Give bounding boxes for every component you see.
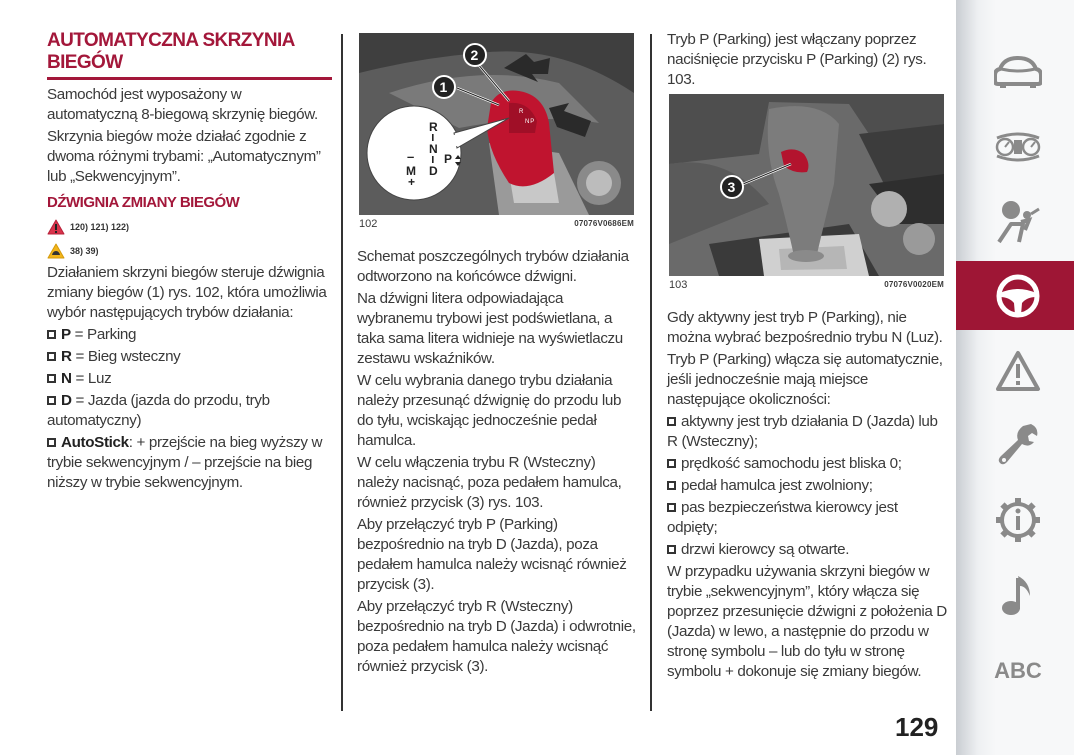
condition-item: pedał hamulca jest zwolniony; <box>667 476 949 496</box>
paragraph: W przypadku używania skrzyni biegów w trybie „sekwencyjnym”, który włącza się poprzez przesunięcie dźwigni z położenia D (Jazda) w lewo, a następnie do przodu w stronę symbolu – lub do tyłu w stronę symbolu + dokonuje się zmiany biegów. <box>667 563 947 680</box>
figure-code: 07076V0020EM <box>884 280 944 289</box>
column-divider-left <box>341 34 343 711</box>
inset-label-n: N <box>429 142 438 156</box>
inset-label-p: P <box>444 152 452 166</box>
mode-item-d: D = Jazda (jazda do przodu, tryb automatyczny) <box>47 392 270 429</box>
caution-triangle-yellow-icon <box>47 243 65 259</box>
warning-ref-row <box>47 215 332 239</box>
bullet-box-icon <box>47 438 56 447</box>
svg-text:N P: N P <box>525 119 534 125</box>
paragraph: Skrzynia biegów może działać zgodnie z dwoma różnymi trybami: „Automatycznym” lub „Sekwencyjnym”. <box>47 128 321 185</box>
gear-lever-button-photo <box>669 94 944 276</box>
callout-2: 2 <box>470 47 478 63</box>
sidebar-item-multimedia[interactable] <box>956 560 1074 629</box>
inset-label-m: M <box>406 164 416 178</box>
bullet-box-icon <box>47 352 56 361</box>
sidebar-item-technical[interactable] <box>956 485 1074 554</box>
inset-label-plus: + <box>408 175 415 189</box>
inset-separator <box>432 156 434 163</box>
column-divider-right <box>650 34 652 711</box>
bullet-box-icon <box>667 545 676 554</box>
warning-triangle-icon <box>995 350 1041 392</box>
callout-1: 1 <box>439 79 447 95</box>
paragraph: W celu włączenia trybu R (Wsteczny) należy nacisnąć, poza pedałem hamulca, również przycisk (3) rys. 103. <box>357 454 622 511</box>
column-2 <box>357 33 639 679</box>
paragraph: Samochód jest wyposażony w automatyczną 8-biegową skrzynię biegów. <box>47 86 318 123</box>
figure-code: 07076V0686EM <box>574 219 634 228</box>
inset-label-d: D <box>429 164 438 178</box>
gear-lever-illustration <box>359 33 634 215</box>
bullet-box-icon <box>667 481 676 490</box>
bullet-box-icon <box>667 459 676 468</box>
sidebar-item-index[interactable] <box>956 636 1074 705</box>
warning-refs[interactable]: 120) 121) 122) <box>70 222 130 232</box>
mode-item-p: P = Parking <box>47 325 332 345</box>
chapter-sidebar <box>956 0 1074 755</box>
paragraph: Tryb P (Parking) włącza się automatycznie, jeśli jednocześnie mają miejsce następujące okoliczności: <box>667 351 943 408</box>
paragraph: Gdy aktywny jest tryb P (Parking), nie można wybrać bezpośrednio trybu N (Luz). <box>667 309 943 346</box>
airbag-seat-icon <box>995 198 1041 244</box>
dashboard-gauges-icon <box>993 132 1043 162</box>
page-number: 129 <box>895 712 939 742</box>
bullet-box-icon <box>667 417 676 426</box>
caution-refs[interactable]: 38) 39) <box>70 246 99 256</box>
section-title: AUTOMATYCZNA SKRZYNIA BIEGÓW <box>47 30 332 80</box>
figure-102 <box>359 33 634 231</box>
gear-lever-photo <box>359 33 634 215</box>
paragraph: Tryb P (Parking) jest włączany poprzez naciśnięcie przycisku P (Parking) (2) rys. 103. <box>667 31 927 88</box>
paragraph: W celu wybrania danego trybu działania należy przesunąć dźwignię do przodu lub do tyłu, wciskając jednocześnie pedał hamulca. <box>357 372 622 449</box>
paragraph: Schemat poszczególnych trybów działania odtworzono na końcówce dźwigni. <box>357 248 629 285</box>
paragraph: Działaniem skrzyni biegów steruje dźwignia zmiany biegów (1) rys. 102, która umożliwia wybór następujących trybów działania: <box>47 264 327 321</box>
bullet-box-icon <box>47 330 56 339</box>
gear-lever-button-illustration <box>669 94 944 276</box>
figure-103 <box>669 94 944 292</box>
sidebar-item-maintenance[interactable] <box>956 410 1074 479</box>
sidebar-item-safety[interactable] <box>956 186 1074 255</box>
column-1 <box>47 30 332 495</box>
condition-item: pas bezpieczeństwa kierowcy jest odpięty; <box>667 499 898 536</box>
inset-label-r: R <box>429 120 438 134</box>
abc-index-icon: ABC <box>994 657 1042 683</box>
steering-wheel-icon <box>995 273 1041 319</box>
warning-triangle-red-icon <box>47 219 65 235</box>
figure-number: 102 <box>359 218 378 230</box>
inset-label-minus: – <box>407 149 414 164</box>
car-icon <box>994 53 1042 89</box>
sidebar-item-driving[interactable] <box>956 261 1074 330</box>
mode-item-n: N = Luz <box>47 369 332 389</box>
condition-item: aktywny jest tryb działania D (Jazda) lub R (Wsteczny); <box>667 413 938 450</box>
mode-item-r: R = Bieg wsteczny <box>47 347 332 367</box>
wrench-icon <box>995 420 1041 470</box>
sidebar-item-emergency[interactable] <box>956 336 1074 405</box>
bullet-box-icon <box>47 396 56 405</box>
paragraph: Na dźwigni litera odpowiadająca wybranemu trybowi jest podświetlana, a taka sama litera widnieje na wyświetlaczu zestawu wskaźników. <box>357 290 623 367</box>
figure-caption <box>669 278 944 292</box>
subsection-title: DŹWIGNIA ZMIANY BIEGÓW <box>47 194 240 211</box>
mode-item-autostick: AutoStick: + przejście na bieg wyższy w trybie sekwencyjnym / – przejście na bieg niższy w trybie sekwencyjnym. <box>47 434 323 491</box>
info-gear-icon <box>994 496 1042 544</box>
sidebar-item-car[interactable] <box>956 36 1074 105</box>
sidebar-item-dashboard[interactable] <box>956 112 1074 181</box>
caution-ref-row <box>47 239 332 263</box>
figure-number: 103 <box>669 279 688 291</box>
bullet-box-icon <box>667 503 676 512</box>
condition-item: prędkość samochodu jest bliska 0; <box>667 454 949 474</box>
condition-item: drzwi kierowcy są otwarte. <box>667 540 949 560</box>
figure-caption <box>359 217 634 231</box>
music-note-icon <box>998 572 1038 618</box>
bullet-box-icon <box>47 374 56 383</box>
paragraph: Aby przełączyć tryb P (Parking) bezpośrednio na tryb D (Jazda), poza pedałem hamulca należy wcisnąć również przycisk (3). <box>357 516 627 593</box>
column-3 <box>667 30 949 684</box>
inset-separator <box>432 134 434 141</box>
paragraph: Aby przełączyć tryb R (Wsteczny) bezpośrednio na tryb D (Jazda) i odwrotnie, poza pedałem hamulca należy wcisnąć również przycisk (3). <box>357 598 636 675</box>
callout-3: 3 <box>727 179 735 195</box>
svg-text:R: R <box>519 109 523 115</box>
